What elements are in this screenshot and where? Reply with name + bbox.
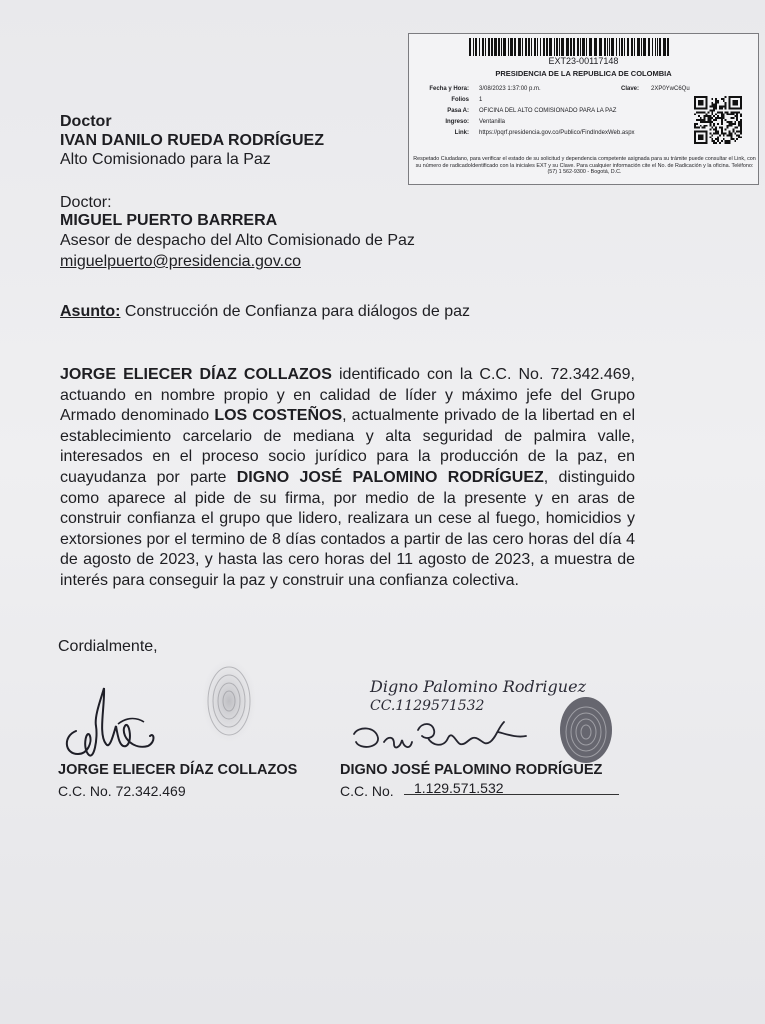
stamp-ingreso-label: Ingreso:: [445, 119, 469, 125]
registration-stamp: [408, 33, 759, 185]
signer2-name: DIGNO JOSÉ PALOMINO RODRÍGUEZ: [340, 762, 603, 778]
stamp-link-value: https://pqrf.presidencia.gov.co/Publico/FindIndexWeb.aspx: [479, 130, 635, 136]
stamp-ingreso-value: Ventanilla: [479, 119, 506, 125]
stamp-organization: PRESIDENCIA DE LA REPUBLICA DE COLOMBIA: [495, 69, 672, 78]
stamp-pasa-label: Pasa A:: [447, 108, 469, 114]
body-text2: , actualmente privado de la libertad en el establecimiento carcelario de mediana y alta seguridad de palmira valle, interesados en el proceso socio jurídico para la producción de la paz, en cuayudanza por parte: [60, 407, 635, 486]
signer2-cc-underline: [404, 794, 619, 795]
stamp-pasa-value: OFICINA DEL ALTO COMISIONADO PARA LA PAZ: [479, 108, 617, 114]
fingerprint2-image: [556, 694, 616, 766]
recipient2-position: Asesor de despacho del Alto Comisionado de Paz: [60, 232, 415, 249]
stamp-folios-value: 1: [479, 97, 483, 103]
body-name1: JORGE ELIECER DÍAZ COLLAZOS: [60, 366, 332, 383]
stamp-link-label: Link:: [454, 130, 469, 136]
stamp-date-label: Fecha y Hora:: [429, 86, 469, 92]
stamp-note: Respetado Ciudadano, para verificar el estado de su solicitud y dependencia competente asignada para su trámite puede consultar el Link, con su número de radicadoIdentificado con la iniciales EXT y su Clave. Para cualquier información cite el No. de Radicación y la oficina. Teléfono: (57) 1 562-9300 - Bogotá, D.C.: [413, 156, 756, 176]
stamp-key-value: 2XP0YwC6Qu: [651, 86, 690, 92]
signature1-scribble: [58, 676, 163, 766]
stamp-key-label: Clave:: [621, 86, 640, 92]
closing: Cordialmente,: [58, 638, 158, 655]
body-text1: identificado con la C.C. No. 72.342.469, actuando en nombre propio y en calidad de líder y máximo jefe del Grupo Armado denominado: [60, 366, 636, 425]
stamp-date-value: 3/08/2023 1:37:00 p.m.: [479, 86, 541, 92]
signer2-cc-value: 1.129.571.532: [414, 780, 504, 796]
subject-line: [60, 302, 470, 322]
recipient2-email-link[interactable]: miguelpuerto@presidencia.gov.co: [60, 253, 301, 270]
body-group: LOS COSTEÑOS: [214, 407, 343, 425]
subject-text: Construcción de Confianza para diálogos de paz: [124, 303, 470, 320]
subject-label: Asunto:: [60, 303, 121, 320]
barcode-image: [469, 38, 669, 56]
recipient1-name: IVAN DANILO RUEDA RODRÍGUEZ: [60, 132, 324, 149]
body-paragraph: [60, 365, 635, 592]
signer2-handwritten-name: Digno Palomino Rodriguez: [370, 677, 586, 696]
signature2-scribble: [348, 708, 548, 760]
signer1-cc: C.C. No. 72.342.469: [58, 783, 186, 799]
recipient1-position: Alto Comisionado para la Paz: [60, 151, 271, 168]
qr-code-image: [693, 96, 743, 144]
signer1-name: JORGE ELIECER DÍAZ COLLAZOS: [58, 762, 298, 778]
recipient2-title: Doctor:: [60, 194, 112, 211]
recipient2-name: MIGUEL PUERTO BARRERA: [60, 212, 278, 229]
stamp-code: EXT23-00117148: [548, 56, 619, 66]
body-text3: , distinguido como aparece al pide de su firma, por medio de la presente y en aras de construir confianza el grupo que lidero, realizara un cese al fuego, homicidios y extorsiones por el termino de 8 días contados a partir de las cero horas del día 4 de agosto de 2023, y hasta las cero horas del 11 agosto de 2023, a muestra de interés para conseguir la paz y construir una confianza colectiva.: [60, 468, 636, 589]
fingerprint1-image: [198, 655, 260, 747]
signer2-cc-label: C.C. No.: [340, 783, 394, 799]
recipient1-title: Doctor: [60, 113, 112, 130]
body-name2: DIGNO JOSÉ PALOMINO RODRÍGUEZ: [236, 468, 544, 486]
stamp-folios-label: Folios: [451, 97, 469, 103]
signer2-handwritten-cc: CC.1129571532: [370, 698, 485, 714]
